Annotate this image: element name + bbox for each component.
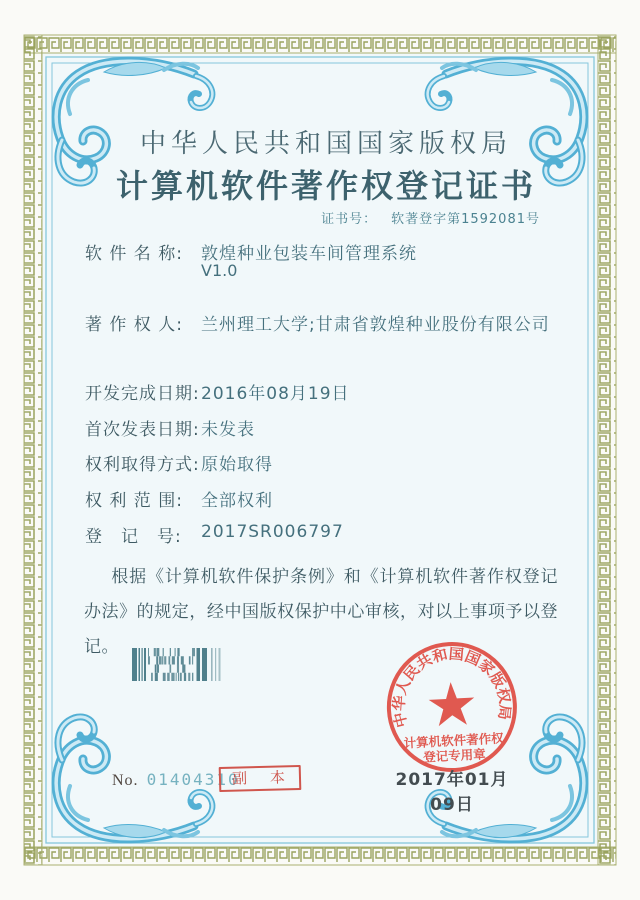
field-value: 全部权利 [201, 491, 273, 511]
serial-label: No. [112, 772, 139, 789]
issuing-authority: 中华人民共和国国家版权局 [139, 129, 512, 159]
field-label: 首次发表日期: [85, 420, 200, 440]
field-label: 软 件 名 称: [85, 244, 183, 264]
seal-text-line2: 登记专用章 [422, 746, 487, 765]
field-value: 原始取得 [201, 455, 273, 475]
field-label: 权 利 范 围: [85, 491, 183, 511]
field-label: 著 作 权 人: [85, 315, 183, 335]
field-value: 2016年08月19日 [201, 384, 350, 404]
serial-number: 01404310 [146, 770, 240, 789]
barcode [132, 648, 222, 681]
registration-statement: 根据《计算机软件保护条例》和《计算机软件著作权登记办法》的规定，经中国版权保护中心审核，对以上事项予以登记。 [84, 567, 558, 657]
field-label: 开发完成日期: [85, 384, 200, 404]
field-value: 2017SR006797 [201, 522, 344, 542]
software-version: V1.0 [201, 261, 238, 280]
field-value: 未发表 [201, 420, 255, 440]
seal-star-icon [428, 681, 476, 727]
field-value: 敦煌种业包装车间管理系统 [201, 244, 417, 264]
seal-ring-text: 中华人民共和国国家版权局 [391, 646, 513, 729]
field-value: 兰州理工大学;甘肃省敦煌种业股份有限公司 [201, 315, 550, 335]
field-label: 登 记 号: [85, 527, 182, 547]
duplicate-copy-stamp: 副 本 [219, 765, 302, 792]
certificate-number-line [321, 208, 540, 227]
registration-date: 2017年01月09日 [395, 770, 509, 815]
certificate-title: 计算机软件著作权登记证书 [115, 167, 536, 205]
seal-text-line1: 计算机软件著作权 [403, 730, 504, 751]
certificate-number-label: 证书号： [321, 212, 378, 227]
certificate-number-value: 软著登字第1592081号 [391, 212, 540, 227]
field-label: 权利取得方式: [85, 455, 200, 475]
